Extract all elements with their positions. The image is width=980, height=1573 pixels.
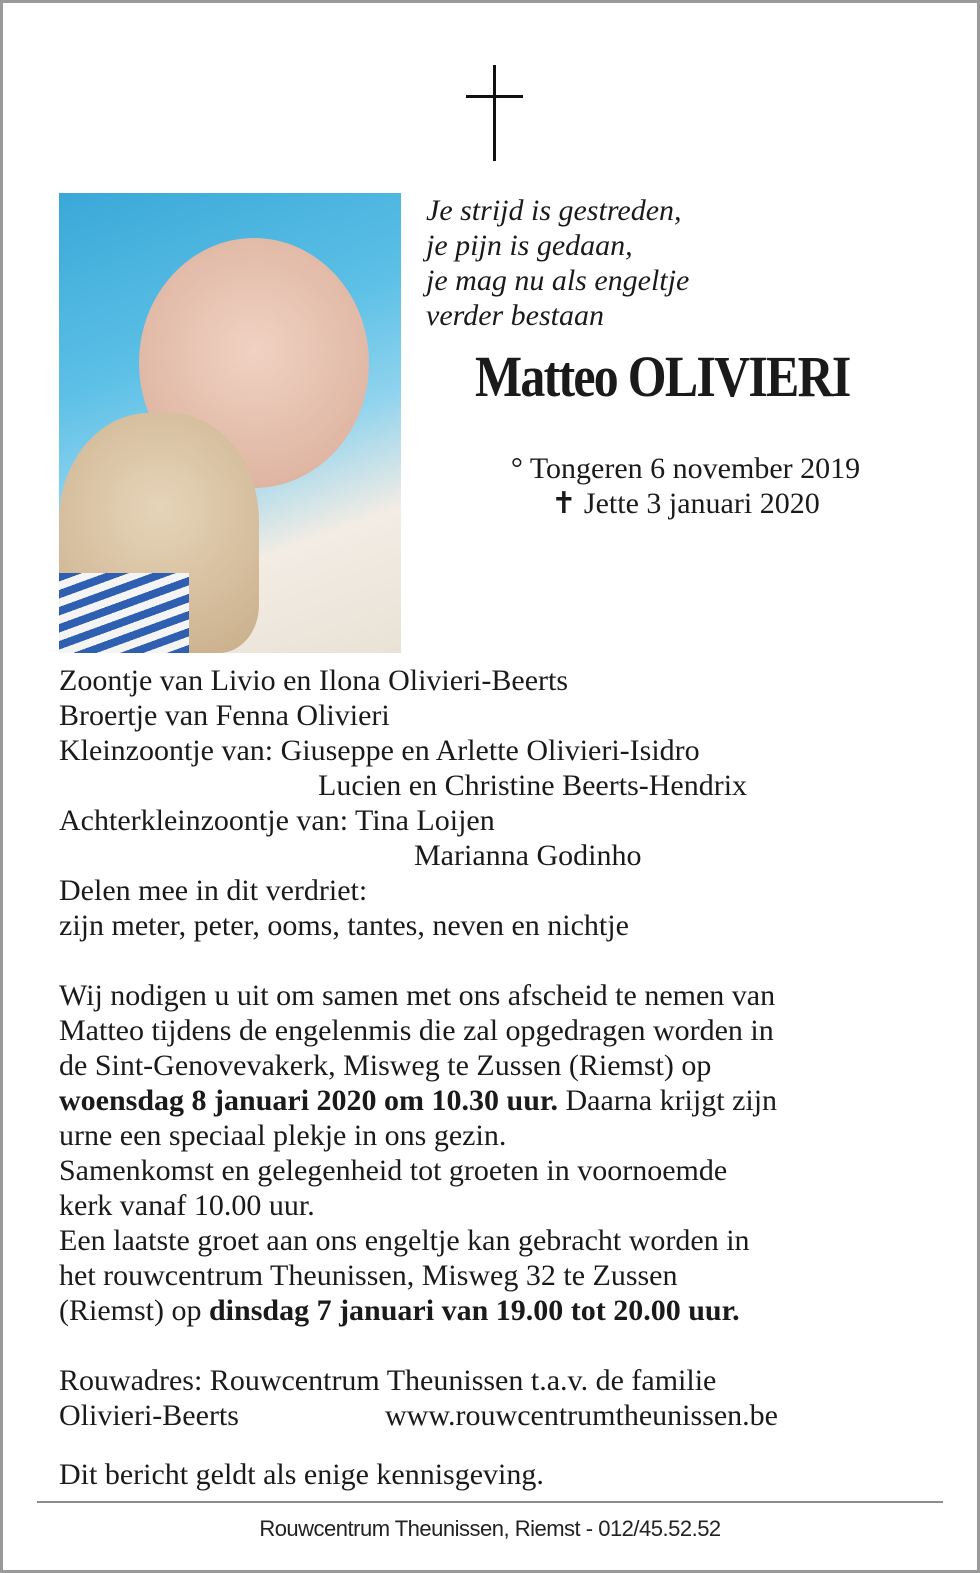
family-line: zijn meter, peter, ooms, tantes, neven en nichtje: [59, 909, 629, 942]
dates: [443, 451, 928, 521]
family-line: Broertje van Fenna Olivieri: [59, 699, 390, 732]
notice-body: [59, 663, 939, 1492]
deceased-name: Matteo OLIVIERI: [475, 344, 850, 409]
birth-date: ° Tongeren 6 november 2019: [510, 452, 861, 485]
closing-text: Dit bericht geldt als enige kennisgeving.: [59, 1458, 544, 1491]
photo-stripes: [59, 573, 189, 653]
portrait-photo: [59, 193, 401, 653]
family-line: Achterkleinzoontje van: Tina Loijen: [59, 804, 495, 837]
family-line: Delen mee in dit verdriet:: [59, 874, 368, 907]
verse-line: je pijn is gedaan,: [426, 229, 633, 262]
invite-line: Wij nodigen u uit om samen met ons afscheid te nemen van: [59, 979, 776, 1012]
verse-line: Je strijd is gestreden,: [426, 194, 682, 227]
verse: [426, 193, 689, 333]
invite-text: Daarna krijgt zijn: [557, 1084, 778, 1117]
death-date: ✝ Jette 3 januari 2020: [551, 487, 820, 520]
family-line: Marianna Godinho: [414, 839, 642, 872]
family-line: Lucien en Christine Beerts-Hendrix: [318, 769, 748, 802]
invite-line: Matteo tijdens de engelenmis die zal opgedragen worden in: [59, 1014, 774, 1047]
invite-line: Een laatste groet aan ons engeltje kan gebracht worden in: [59, 1224, 750, 1257]
invite-line: kerk vanaf 10.00 uur.: [59, 1189, 315, 1222]
address-line: [59, 1398, 939, 1433]
invite-line: het rouwcentrum Theunissen, Misweg 32 te Zussen: [59, 1259, 678, 1292]
address-line: Rouwadres: Rouwcentrum Theunissen t.a.v. de familie: [59, 1364, 717, 1397]
family-line: Kleinzoontje van: Giuseppe en Arlette Olivieri-Isidro: [59, 734, 700, 767]
death-notice: [3, 3, 977, 1570]
invite-line: de Sint-Genovevakerk, Misweg te Zussen (Riemst) op: [59, 1049, 712, 1082]
verse-line: je mag nu als engeltje: [426, 264, 690, 297]
family-line: Zoontje van Livio en Ilona Olivieri-Beerts: [59, 664, 569, 697]
verse-line: verder bestaan: [426, 299, 605, 332]
invite-text: (Riemst) op: [59, 1294, 209, 1327]
divider: [37, 1501, 943, 1503]
mass-datetime: woensdag 8 januari 2020 om 10.30 uur.: [59, 1084, 558, 1117]
cross-icon: [493, 65, 496, 161]
website-link[interactable]: www.rouwcentrumtheunissen.be: [385, 1399, 778, 1432]
footer-funeral-home: Rouwcentrum Theunissen, Riemst - 012/45.52.52: [259, 1516, 721, 1541]
invite-line: [59, 1293, 939, 1328]
invite-line: [59, 1083, 939, 1118]
invite-line: urne een speciaal plekje in ons gezin.: [59, 1119, 507, 1152]
family-name: Olivieri-Beerts: [59, 1399, 239, 1432]
invite-line: Samenkomst en gelegenheid tot groeten in voornoemde: [59, 1154, 728, 1187]
visitation-datetime: dinsdag 7 januari van 19.00 tot 20.00 uur.: [209, 1294, 740, 1327]
